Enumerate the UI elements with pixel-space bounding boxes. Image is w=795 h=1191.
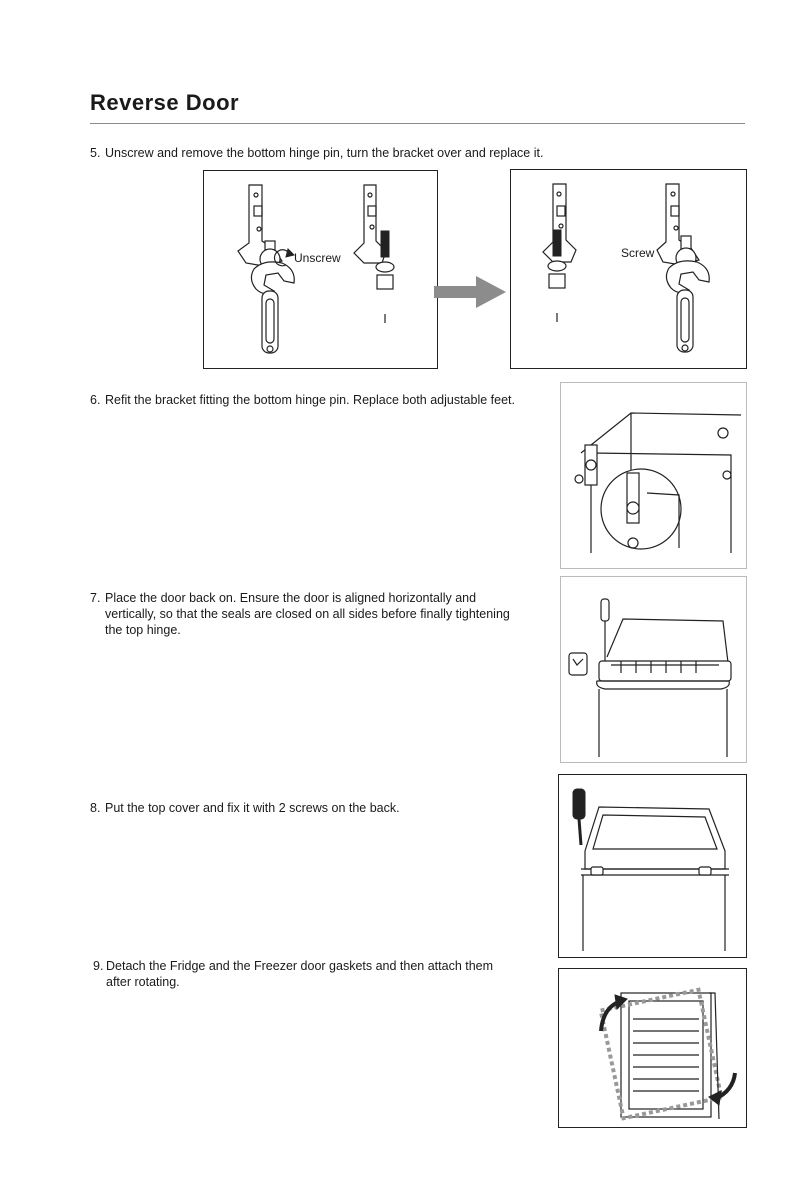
step-number: 5.: [90, 146, 101, 160]
unscrew-label: Unscrew: [294, 251, 341, 265]
step-9: [93, 958, 538, 990]
figure-unscrew-hinge: [203, 170, 438, 369]
step-6: [90, 392, 535, 408]
step-number: 7.: [90, 591, 101, 605]
figure-refit-bracket: [560, 382, 747, 569]
step-number: 8.: [90, 801, 101, 815]
screwdriver-icon: [573, 789, 585, 845]
figure-door-alignment: [560, 576, 747, 763]
step-number: 9.: [93, 959, 104, 973]
step-7: [90, 590, 535, 638]
step-text: Unscrew and remove the bottom hinge pin, turn the bracket over and replace it.: [105, 146, 544, 160]
arrow-right-icon: [434, 276, 510, 310]
step-5: [90, 145, 750, 161]
wrench-icon: [666, 261, 709, 352]
hinge-bracket-icon: [204, 171, 437, 368]
screwdriver-icon: [601, 599, 609, 661]
step-text: Place the door back on. Ensure the door is aligned horizontally and vertically, so that the seals are closed on all sides before finally tightening the top hinge.: [105, 591, 510, 637]
title-divider: [90, 123, 745, 124]
step-text: Detach the Fridge and the Freezer door gaskets and then attach them after rotating.: [106, 959, 494, 989]
step-text: Put the top cover and fix it with 2 screws on the back.: [105, 801, 400, 815]
figure-top-cover: [558, 774, 747, 958]
page-title: Reverse Door: [90, 90, 240, 115]
hinge-bracket-icon: [511, 170, 746, 368]
wrench-icon: [251, 262, 294, 353]
figure-door-gasket: [558, 968, 747, 1128]
screw-label: Screw: [621, 246, 655, 260]
step-8: [90, 800, 535, 816]
step-text: Refit the bracket fitting the bottom hinge pin. Replace both adjustable feet.: [105, 393, 515, 407]
figure-screw-hinge: [510, 169, 747, 369]
step-number: 6.: [90, 393, 101, 407]
